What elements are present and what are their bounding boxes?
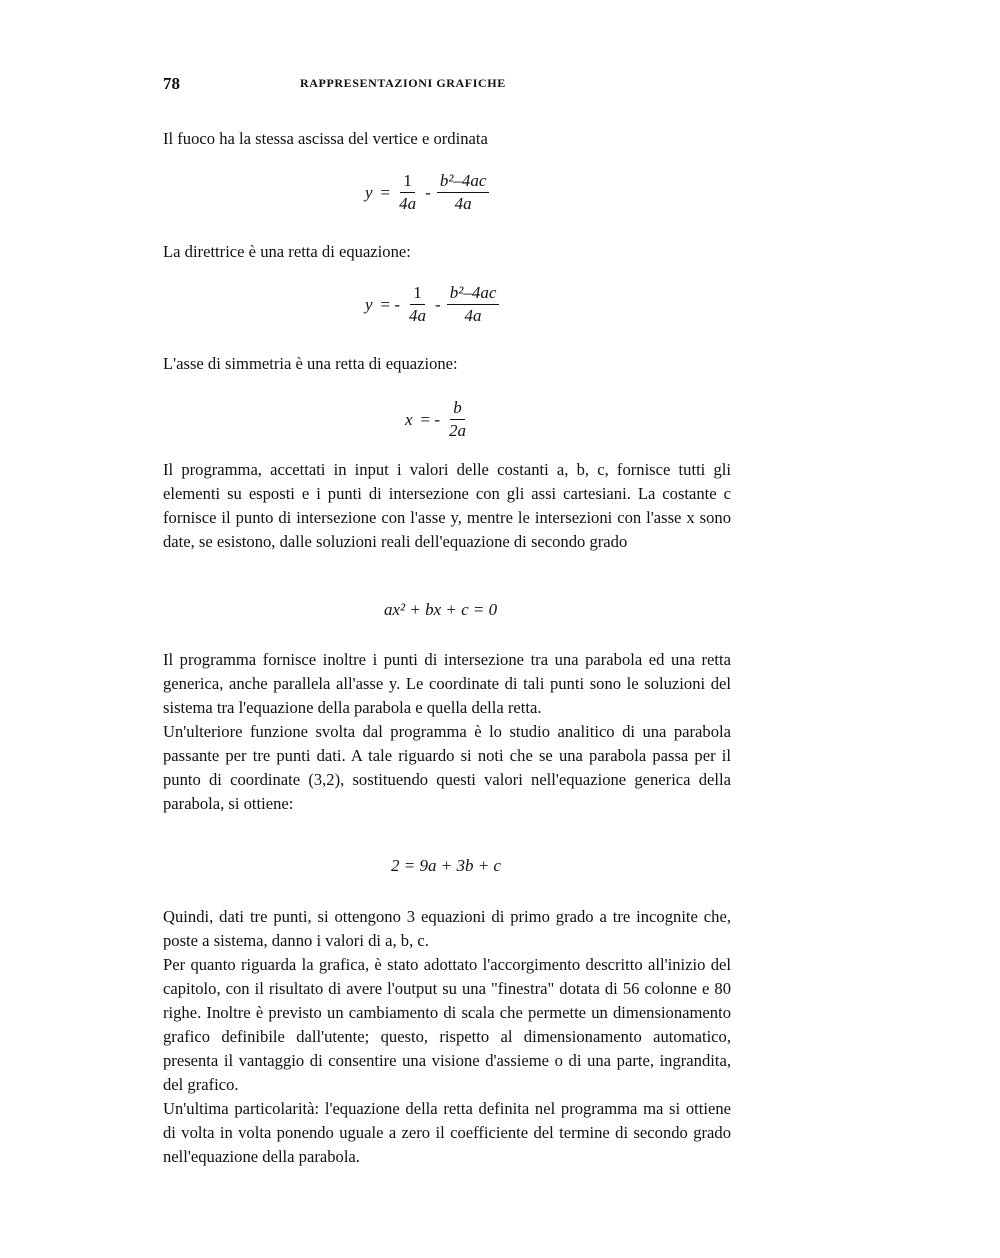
eq2-lhs: y <box>365 294 373 314</box>
eq1-op2: - <box>425 182 431 202</box>
eq1-op1: = <box>380 182 391 202</box>
eq3-lhs: x <box>405 409 413 429</box>
eq3-op1: = - <box>420 409 441 429</box>
eq2-fraction-1 <box>406 283 429 326</box>
equation-focus-ordinate <box>365 171 495 214</box>
eq3-fraction-denominator: 2a <box>449 421 467 440</box>
page-header <box>163 74 733 98</box>
eq2-fraction-2-denominator: 4a <box>464 306 482 325</box>
equation-point-substitution: 2 = 9a + 3b + c <box>391 856 501 875</box>
paragraph-directrix: La direttrice è una retta di equazione: <box>163 242 411 261</box>
eq2-op2: - <box>435 294 441 314</box>
equation-symmetry-axis <box>405 398 475 441</box>
eq2-fraction-1-denominator: 4a <box>409 306 427 325</box>
eq1-fraction-1-denominator: 4a <box>399 194 417 213</box>
eq3-fraction <box>446 398 469 441</box>
eq1-fraction-2-denominator: 4a <box>454 194 472 213</box>
eq1-fraction-2 <box>437 171 490 214</box>
paragraph-symmetry-axis: L'asse di simmetria è una retta di equazione: <box>163 354 458 373</box>
paragraph-program-input: Il programma, accettati in input i valori delle costanti a, b, c, fornisce tutti gli elementi su esposti e i punti di intersezione con gli assi cartesiani. La costante c fornisce il punto di intersezione con l'asse y, mentre le intersezioni con l'asse x sono date, se esistono, dalle soluzioni reali dell'equazione di secondo grado <box>163 460 731 551</box>
eq1-fraction-1-numerator: 1 <box>400 171 415 193</box>
eq1-fraction-2-numerator: b²–4ac <box>437 171 490 193</box>
paragraph-graphics: Quindi, dati tre punti, si ottengono 3 equazioni di primo grado a tre incognite che, poste a sistema, danno i valori di a, b, c. Per quanto riguarda la grafica, è stato adottato l'accorgimento descritto all'inizio del capitolo, con il risultato di avere l'output su una "finestra" dotata di 56 colonne e 80 righe. Inoltre è previsto un cambiamento di scala che permette un dimensionamento grafico definibile dall'utente; questo, rispetto al dimensionamento automatico, presenta il vantaggio di consentire una visione d'assieme o di una parte, ingrandita, del grafico. Un'ultima particolarità: l'equazione della retta definita nel programma ma si ottiene di volta in volta ponendo uguale a zero il coefficiente del termine di secondo grado nell'equazione della parabola. <box>163 907 731 1166</box>
eq2-fraction-2-numerator: b²–4ac <box>447 283 500 305</box>
eq3-fraction-numerator: b <box>450 398 465 420</box>
eq2-fraction-2 <box>447 283 500 326</box>
equation-directrix <box>365 283 505 326</box>
paragraph-intersections: Il programma fornisce inoltre i punti di intersezione tra una parabola ed una retta generica, anche parallela all'asse y. Le coordinate di tali punti sono le soluzioni del sistema tra l'equazione della parabola e quella della retta. Un'ulteriore funzione svolta dal programma è lo studio analitico di una parabola passante per tre punti dati. A tale riguardo si noti che se una parabola passa per il punto di coordinate (3,2), sostituendo questi valori nell'equazione generica della parabola, si ottiene: <box>163 650 731 813</box>
eq1-lhs: y <box>365 182 373 202</box>
eq1-fraction-1 <box>396 171 419 214</box>
page-number: 78 <box>163 74 180 93</box>
running-head: RAPPRESENTAZIONI GRAFICHE <box>300 76 506 90</box>
eq2-op1: = - <box>380 294 401 314</box>
equation-quadratic: ax² + bx + c = 0 <box>384 600 498 619</box>
paragraph-focus: Il fuoco ha la stessa ascissa del vertice e ordinata <box>163 129 488 148</box>
eq2-fraction-1-numerator: 1 <box>410 283 425 305</box>
